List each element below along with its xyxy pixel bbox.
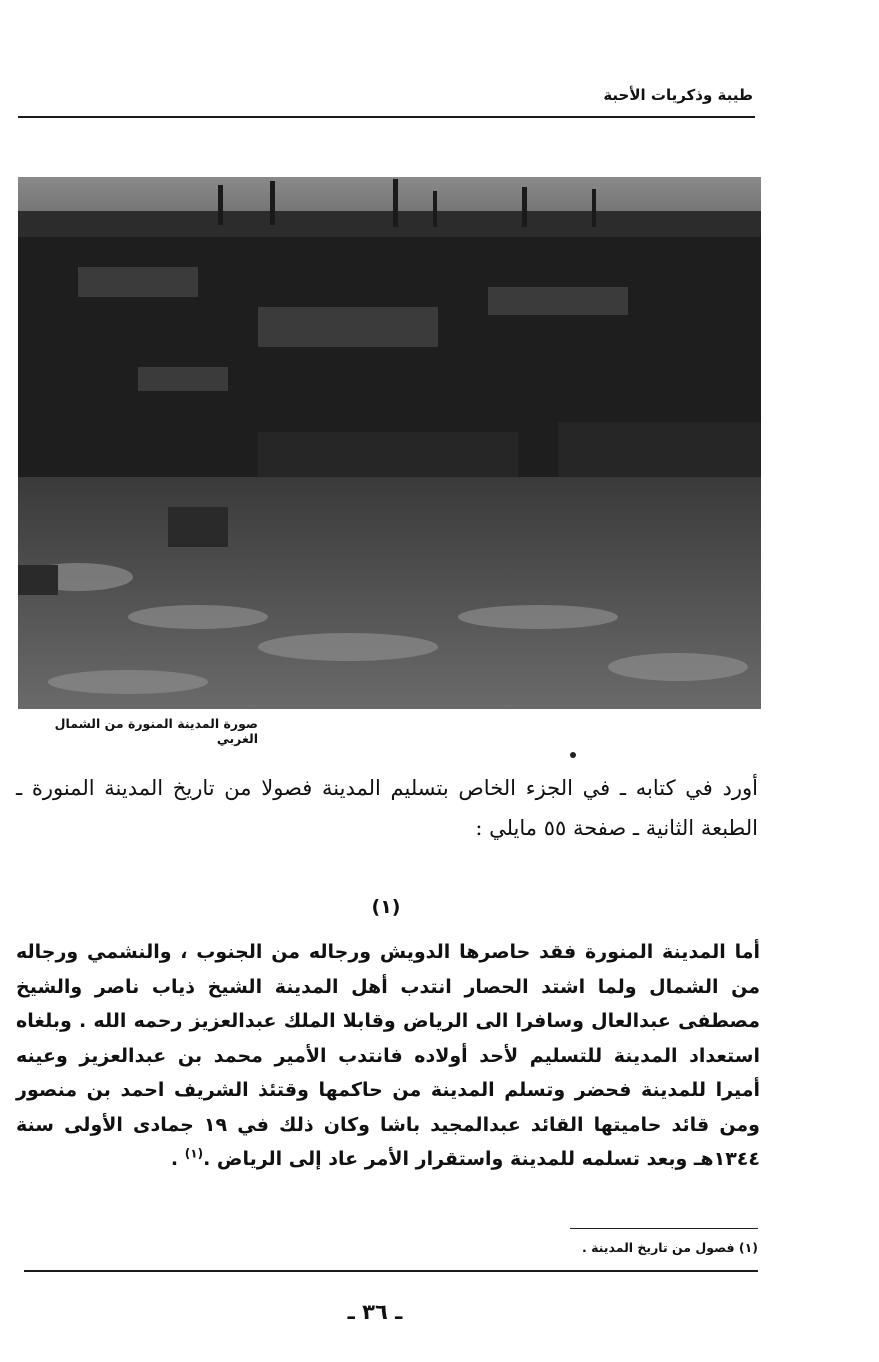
- section-number: (١): [371, 896, 401, 918]
- running-header: طيبة وذكريات الأحبة: [603, 86, 753, 104]
- city-photo: [18, 177, 761, 709]
- footnote-rule: [570, 1228, 758, 1229]
- ornament-dot: [570, 752, 576, 758]
- photo-caption: صورة المدينة المنورة من الشمال الغربي: [54, 716, 258, 746]
- intro-paragraph: أورد في كتابه ـ في الجزء الخاص بتسليم المدينة فصولا من تاريخ المدينة المنورة ـ الطبعة الثانية ـ صفحة ٥٥ مايلي :: [16, 776, 758, 840]
- footnote: (١) فصول من تاريخ المدينة .: [582, 1240, 758, 1255]
- page-number: ـ ٣٦ ـ: [347, 1300, 403, 1324]
- paragraph-end-mark: .: [170, 1148, 179, 1170]
- body-paragraph-text: أما المدينة المنورة فقد حاصرها الدويش ورجاله من الجنوب ، والنشمي ورجاله من الشمال ولما اشتد الحصار انتدب أهل المدينة الشيخ ذياب ناصر والشيخ مصطفى عبدالعال وسافرا الى الرياض وقابلا الملك عبدالعزيز رحمه الله . وبلغاه استعداد المدينة للتسليم لأحد أولاده فانتدب الأمير محمد بن عبدالعزيز وعينه أميرا للمدينة فحضر وتسلم المدينة من حاكمها وقتئذ الشريف احمد بن منصور ومن قائد حاميتها القائد عبدالمجيد باشا وكان ذلك في ١٩ جمادى الأولى سنة ١٣٤٤هـ وبعد تسلمه للمدينة واستقرار الأمر عاد إلى الرياض .: [16, 941, 760, 1170]
- footnote-reference: (١): [184, 1146, 204, 1161]
- body-paragraph: [16, 935, 760, 1177]
- header-rule: [18, 116, 755, 118]
- photo-skyline: [18, 211, 761, 237]
- bottom-rule: [24, 1270, 758, 1272]
